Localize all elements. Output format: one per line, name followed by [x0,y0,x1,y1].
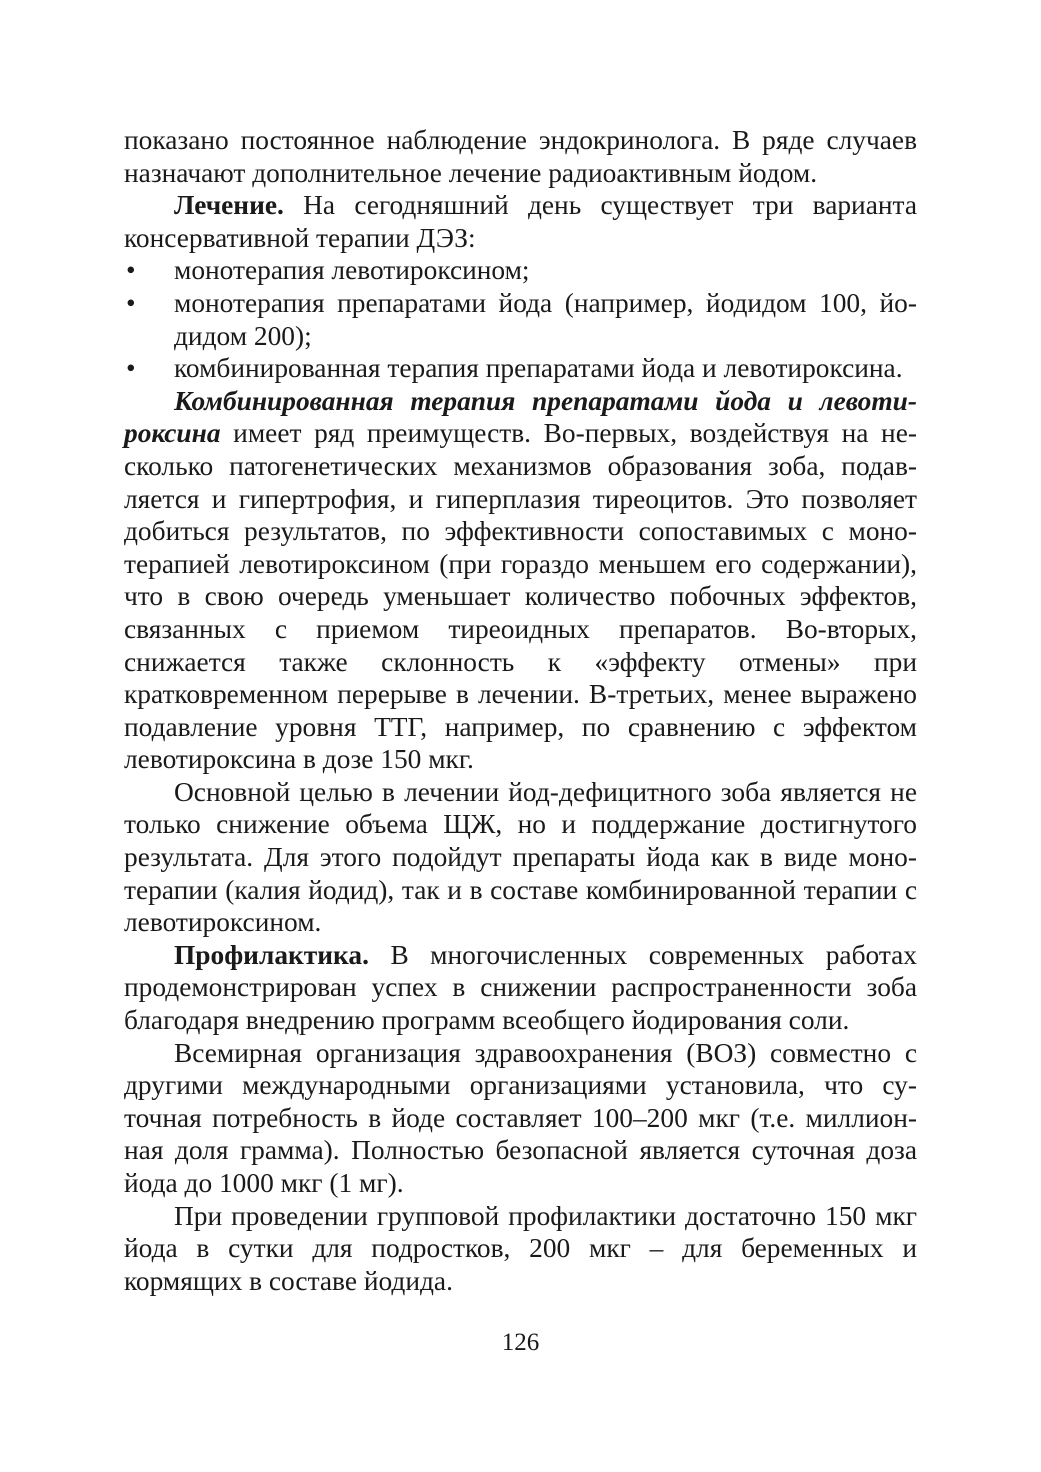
page-number: 126 [501,1329,540,1356]
paragraph-combined-therapy [124,385,917,776]
bullet-icon: • [126,255,136,286]
list-item [124,287,917,352]
list-item-text: монотерапия препаратами йода (например, йодидом 100, йодидом 200); [174,287,917,351]
paragraph-treatment [124,189,917,254]
bullet-icon: • [126,353,136,384]
list-item-text: комбинированная терапия препаратами йода и левотироксина. [174,353,903,384]
paragraph-main-goal: Основной целью в лечении йод-дефицитного зоба является не только снижение объема ЩЖ, но и поддержание достигнутого результата. Для этого подойдут препараты йода как в виде монотерапии (калия йодид), так и в составе комбинированной терапии с левотироксином. [124,776,917,938]
list-item-text: монотерапия левотироксином; [174,255,530,286]
page-body [124,124,917,1297]
bullet-icon: • [126,287,136,318]
heading-treatment: Лечение. [174,190,284,221]
list-item [124,352,917,385]
paragraph-prophylaxis [124,939,917,1037]
heading-prophylaxis: Профилактика. [174,939,369,970]
paragraph-group-prophylaxis: При проведении групповой профилактики достаточно 150 мкг йода в сутки для подростков, 200 мкг – для беременных и кормящих в составе йодида. [124,1200,917,1296]
treatment-options-list [124,254,917,384]
treatment-text: На сегодняшний день существует три варианта консервативной терапии ДЭЗ: [124,190,917,253]
combined-therapy-text: имеет ряд преимуществ. Во-первых, воздействуя на несколько патогенетических механизмов образования зоба, подавляется и гипертрофия, и гиперплазия тиреоцитов. Это позволяет добиться результатов, по эффективности сопоставимых с монотерапией левотироксином (при гораздо меньшем его содержании), что в свою очередь уменьшает количество побочных эффектов, связанных с приемом тиреоидных препаратов. Во-вторых, снижается также склонность к «эффекту отмены» при кратковременном перерыве в лечении. В-третьих, менее выражено подавление уровня ТТГ, например, по сравнению с эффектом левотироксина в дозе 150 мкг. [124,418,917,775]
list-item [124,254,917,287]
paragraph-who: Всемирная организация здравоохранения (ВОЗ) совместно с другими международными организациями установила, что суточная потребность в йоде составляет 100–200 мкг (т.е. миллионная доля грамма). Полностью безопасной является суточная доза йода до 1000 мкг (1 мг). [124,1037,917,1198]
emphasis-combined-therapy: Комбинированная терапия препаратами йода и левотироксина [124,385,917,449]
paragraph-continuation: показано постоянное наблюдение эндокринолога. В ряде случаев назначают дополнительное лечение радиоактивным йодом. [124,125,917,188]
prophylaxis-text: В многочисленных современных работах продемонстрирован успех в снижении распространенности зоба благодаря внедрению программ всеобщего йодирования соли. [124,939,917,1036]
